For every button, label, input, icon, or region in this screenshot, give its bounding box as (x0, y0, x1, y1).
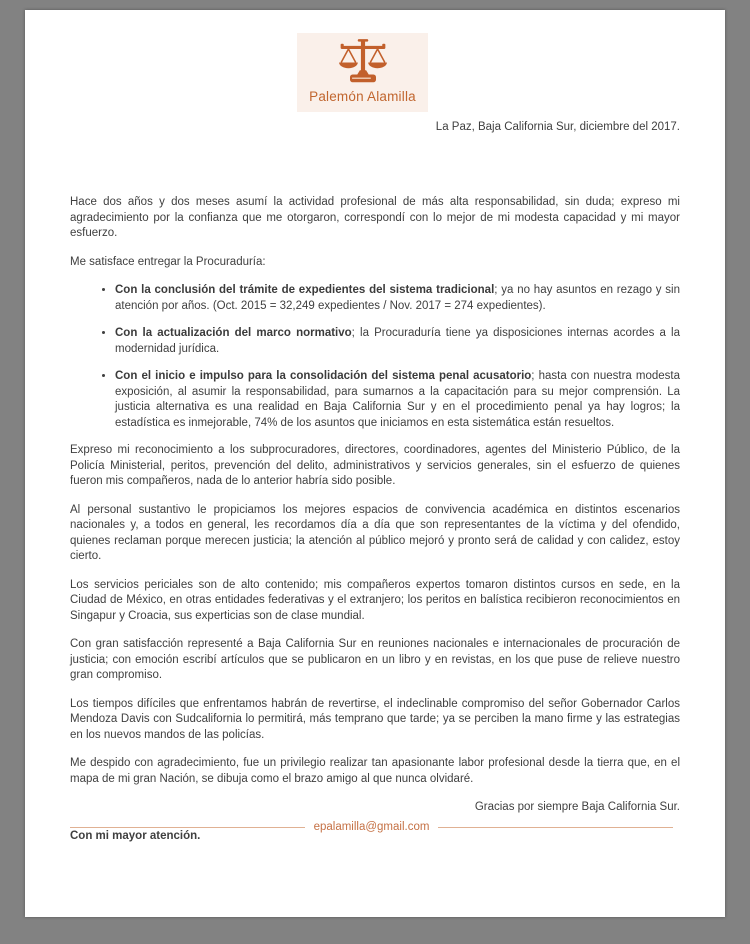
bullet-rest: ; hasta con nuestra modesta exposición, al asumir la responsabilidad, para sumarnos a la capacitación para su mejor comprensión. La justicia alternativa es una realidad en Baja California Sur y en el procedimiento penal ya hay logros; la estadística es inmejorable, 74% de los asuntos que iniciamos en esta sistemática están resueltos. (115, 370, 680, 429)
bullet-lead-bold: Con la conclusión del trámite de expedientes del sistema tradicional (115, 284, 495, 296)
closing-salutation: Con mi mayor atención. (70, 829, 201, 842)
rule-left (70, 827, 305, 828)
list-item-marco-normativo (115, 326, 680, 357)
paragraph-reconocimiento: Expreso mi reconocimiento a los subprocuradores, directores, coordinadores, agentes del Ministerio Público, de la Policía Ministerial, peritos, prevención del delito, administrativos y servicios generales, sin el esfuerzo de quienes fueron mis compañeros, nada de lo anterior habría sido posible. (70, 444, 680, 487)
letterhead-logo (297, 33, 428, 112)
brand-name: Palemón Alamilla (309, 89, 416, 104)
email-link[interactable]: epalamilla@gmail.com (313, 821, 430, 833)
dateline: La Paz, Baja California Sur, diciembre del 2017. (435, 121, 680, 133)
paragraph-opening: Hace dos años y dos meses asumí la actividad profesional de más alta responsabilidad, sin duda; expreso mi agradecimiento por la confianza que me otorgaron, correspondí con lo mejor de mi modesta capacidad y mi mayor esfuerzo. (70, 196, 680, 239)
letter-body (70, 195, 680, 844)
bullet-rest: ; la Procuraduría tiene ya disposiciones internas acordes a la modernidad jurídica. (115, 327, 680, 355)
footer-email-rule (70, 821, 673, 833)
bullet-lead-bold: Con la actualización del marco normativo (115, 327, 352, 339)
paragraph-list-intro: Me satisface entregar la Procuraduría: (70, 255, 266, 268)
list-item-sistema-penal-acusatorio (115, 369, 680, 431)
list-item-sistema-tradicional (115, 283, 680, 314)
closing-thanks: Gracias por siempre Baja California Sur. (474, 801, 680, 813)
rule-right (438, 827, 673, 828)
scales-of-justice-icon (337, 39, 389, 87)
paragraph-tiempos-dificiles: Los tiempos difíciles que enfrentamos habrán de revertirse, el indeclinable compromiso del señor Gobernador Carlos Mendoza Davis con Sudcalifornia lo permitirá, más temprano que tarde; ya se perciben la mano firme y las estrategias en los nuevos mandos de las policías. (70, 697, 680, 741)
paragraph-servicios-periciales: Los servicios periciales son de alto contenido; mis compañeros expertos tomaron distintos cursos en sede, en la Ciudad de México, en otras entidades federativas y el extranjero; los peritos en balística recibieron reconocimientos en Singapur y Croacia, sus experticias son de clase mundial. (70, 578, 680, 622)
paragraph-representacion: Con gran satisfacción representé a Baja California Sur en reuniones nacionales e internacionales de procuración de justicia; con emoción escribí artículos que se publicaron en un libro y en revistas, en los que puse de relieve nuestro gran compromiso. (70, 638, 680, 681)
achievements-list (70, 283, 680, 431)
bullet-lead-bold: Con el inicio e impulso para la consolidación del sistema penal acusatorio (115, 370, 532, 382)
paragraph-despedida: Me despido con agradecimiento, fue un privilegio realizar tan apasionante labor profesional desde la tierra que, en el mapa de mi gran Nación, se dibuja como el brazo amigo al que nunca olvidaré. (70, 757, 680, 785)
bullet-rest: ; ya no hay asuntos en rezago y sin atención por años. (Oct. 2015 = 32,249 expedientes / Nov. 2017 = 274 expedientes). (115, 284, 681, 312)
letter-page (25, 10, 725, 917)
paragraph-personal-sustantivo: Al personal sustantivo le propiciamos los mejores espacios de convivencia académica en distintos escenarios nacionales y, a todos en general, les recordamos día a día que son representantes de la víctima y del ofendido, quienes reclaman porque merecen justicia; la atención al público mejoró y pronto será de calidad y con calidez, estoy cierto. (70, 503, 680, 562)
